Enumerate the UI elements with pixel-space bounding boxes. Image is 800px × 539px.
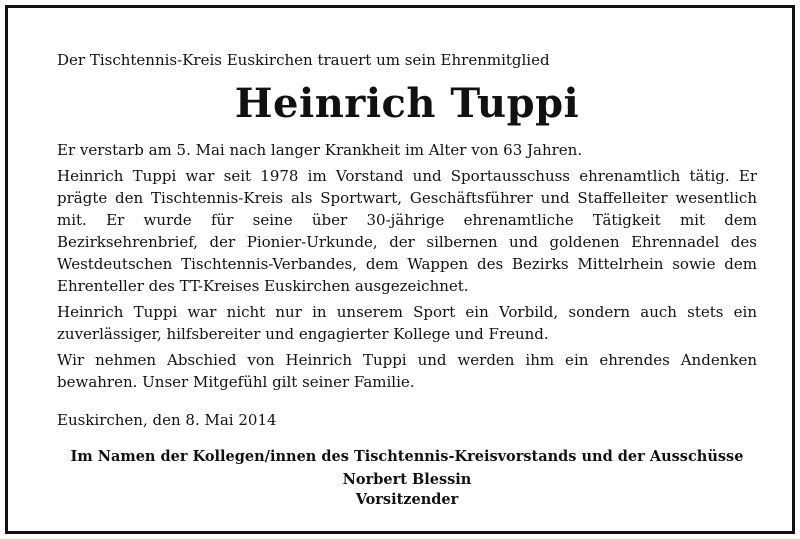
paragraph-farewell: Wir nehmen Abschied von Heinrich Tuppi und werden ihm ein ehrendes Andenken bewahren. Unser Mitgefühl gilt seiner Familie. (57, 351, 757, 391)
paragraph-career: Heinrich Tuppi war seit 1978 im Vorstand und Sportausschuss ehrenamtlich tätig. Er prägte den Tischtennis-Kreis als Sportwart, Geschäftsführer und Staffelleiter wesentlich mit. Er wurde für seine über 30-jährige ehrenamtliche Tätigkeit mit dem Bezirksehrenbrief, der Pionier-Urkunde, der silbernen und goldenen Ehrennadel des Westdeutschen Tischtennis-Verbandes, dem Wappen des Bezirks Mittelrhein sowie dem Ehrenteller des TT-Kreises Euskirchen ausgezeichnet. (57, 167, 757, 295)
deceased-name: Heinrich Tuppi (234, 80, 580, 127)
paragraph-tribute: Heinrich Tuppi war nicht nur in unserem Sport ein Vorbild, sondern auch stets ein zuverlässiger, hilfsbereiter und engagierter Kollege und Freund. (57, 303, 757, 343)
obituary-content (57, 51, 757, 510)
signer-name: Norbert Blessin (342, 471, 472, 488)
paragraph-death: Er verstarb am 5. Mai nach langer Krankheit im Alter von 63 Jahren. (57, 141, 583, 159)
intro-line: Der Tischtennis-Kreis Euskirchen trauert um sein Ehrenmitglied (57, 51, 550, 69)
signer-role: Vorsitzender (355, 491, 459, 508)
obituary-frame (5, 5, 795, 534)
on-behalf-line: Im Namen der Kollegen/innen des Tischtennis-Kreisvorstands und der Ausschüsse (70, 448, 744, 465)
place-date: Euskirchen, den 8. Mai 2014 (57, 411, 277, 429)
